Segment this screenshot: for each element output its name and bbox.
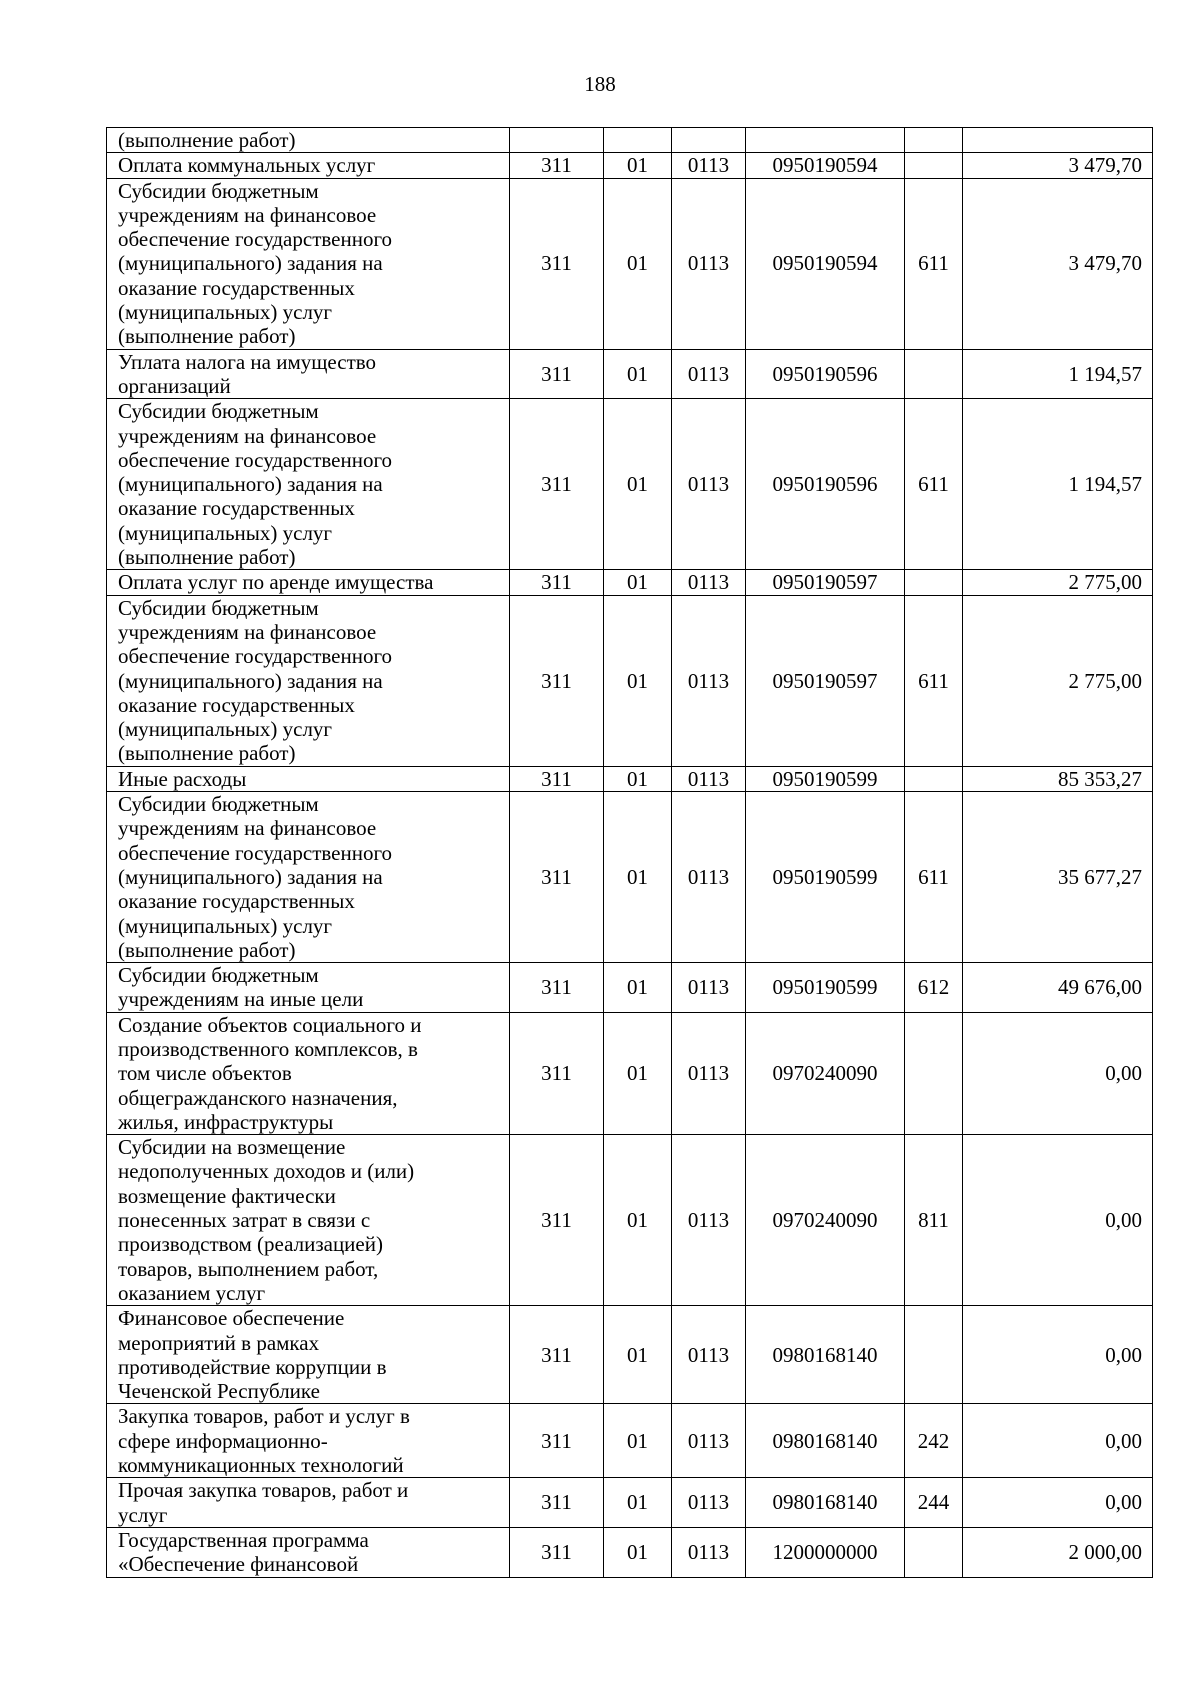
row-rz-cell: 01	[604, 399, 672, 570]
row-cs-cell: 1200000000	[746, 1527, 905, 1577]
page-number: 188	[584, 72, 616, 96]
row-amount-cell	[963, 128, 1153, 153]
row-amount-cell: 35 677,27	[963, 792, 1153, 963]
row-gr-cell: 311	[510, 1012, 604, 1134]
row-name-cell: Государственная программа «Обеспечение финансовой	[107, 1527, 510, 1577]
row-pr-cell: 0113	[672, 153, 746, 178]
row-amount-cell: 0,00	[963, 1135, 1153, 1306]
row-vr-cell: 811	[905, 1135, 963, 1306]
row-vr-cell	[905, 570, 963, 595]
row-gr-cell: 311	[510, 399, 604, 570]
row-rz-cell: 01	[604, 1478, 672, 1528]
row-cs-cell: 0970240090	[746, 1012, 905, 1134]
row-vr-cell: 611	[905, 178, 963, 349]
row-vr-cell	[905, 1012, 963, 1134]
row-rz-cell: 01	[604, 963, 672, 1013]
row-name-cell: Финансовое обеспечение мероприятий в рамках противодействие коррупции в Чеченской Республике	[107, 1306, 510, 1404]
row-gr-cell: 311	[510, 1135, 604, 1306]
row-name-cell: Иные расходы	[107, 766, 510, 791]
row-vr-cell: 611	[905, 595, 963, 766]
row-vr-cell: 611	[905, 399, 963, 570]
row-gr-cell: 311	[510, 570, 604, 595]
row-amount-cell: 0,00	[963, 1404, 1153, 1478]
table-row	[107, 1306, 1153, 1404]
row-vr-cell: 611	[905, 792, 963, 963]
row-rz-cell: 01	[604, 766, 672, 791]
row-rz-cell: 01	[604, 570, 672, 595]
row-rz-cell: 01	[604, 1527, 672, 1577]
row-pr-cell: 0113	[672, 399, 746, 570]
row-pr-cell: 0113	[672, 349, 746, 399]
row-rz-cell: 01	[604, 1306, 672, 1404]
row-pr-cell: 0113	[672, 1527, 746, 1577]
row-amount-cell: 0,00	[963, 1012, 1153, 1134]
row-gr-cell: 311	[510, 1306, 604, 1404]
row-gr-cell: 311	[510, 766, 604, 791]
table-row	[107, 153, 1153, 178]
row-cs-cell: 0950190597	[746, 595, 905, 766]
row-name-cell: Субсидии бюджетным учреждениям на финансовое обеспечение государственного (муниципального) задания на оказание государственных (муниципальных) услуг (выполнение работ)	[107, 178, 510, 349]
row-pr-cell: 0113	[672, 1404, 746, 1478]
row-amount-cell: 85 353,27	[963, 766, 1153, 791]
row-rz-cell: 01	[604, 349, 672, 399]
row-vr-cell	[905, 128, 963, 153]
table-row	[107, 1135, 1153, 1306]
row-vr-cell	[905, 349, 963, 399]
row-pr-cell	[672, 128, 746, 153]
row-rz-cell: 01	[604, 1012, 672, 1134]
row-cs-cell: 0950190594	[746, 153, 905, 178]
table-row	[107, 766, 1153, 791]
table-row	[107, 963, 1153, 1013]
row-amount-cell: 2 775,00	[963, 570, 1153, 595]
row-rz-cell: 01	[604, 1404, 672, 1478]
row-gr-cell: 311	[510, 1478, 604, 1528]
row-amount-cell: 0,00	[963, 1478, 1153, 1528]
row-name-cell: Субсидии бюджетным учреждениям на финансовое обеспечение государственного (муниципального) задания на оказание государственных (муниципальных) услуг (выполнение работ)	[107, 595, 510, 766]
row-name-cell: Закупка товаров, работ и услуг в сфере информационно- коммуникационных технологий	[107, 1404, 510, 1478]
row-gr-cell: 311	[510, 349, 604, 399]
budget-table-body	[107, 128, 1153, 1578]
row-gr-cell: 311	[510, 178, 604, 349]
row-cs-cell	[746, 128, 905, 153]
row-gr-cell: 311	[510, 595, 604, 766]
row-name-cell: Субсидии на возмещение недополученных доходов и (или) возмещение фактически понесенных затрат в связи с производством (реализацией) товаров, выполнением работ, оказанием услуг	[107, 1135, 510, 1306]
row-cs-cell: 0950190599	[746, 792, 905, 963]
row-rz-cell	[604, 128, 672, 153]
row-name-cell: Оплата коммунальных услуг	[107, 153, 510, 178]
row-name-cell: Оплата услуг по аренде имущества	[107, 570, 510, 595]
row-rz-cell: 01	[604, 178, 672, 349]
row-gr-cell	[510, 128, 604, 153]
row-name-cell: Создание объектов социального и производственного комплексов, в том числе объектов общегражданского назначения, жилья, инфраструктуры	[107, 1012, 510, 1134]
table-row	[107, 792, 1153, 963]
table-row	[107, 178, 1153, 349]
row-vr-cell: 612	[905, 963, 963, 1013]
row-vr-cell	[905, 153, 963, 178]
row-pr-cell: 0113	[672, 1012, 746, 1134]
row-cs-cell: 0980168140	[746, 1478, 905, 1528]
row-pr-cell: 0113	[672, 570, 746, 595]
row-vr-cell: 244	[905, 1478, 963, 1528]
row-amount-cell: 3 479,70	[963, 153, 1153, 178]
row-cs-cell: 0950190597	[746, 570, 905, 595]
table-row	[107, 570, 1153, 595]
row-cs-cell: 0950190596	[746, 399, 905, 570]
row-cs-cell: 0950190596	[746, 349, 905, 399]
row-pr-cell: 0113	[672, 595, 746, 766]
row-name-cell: Субсидии бюджетным учреждениям на иные цели	[107, 963, 510, 1013]
row-gr-cell: 311	[510, 792, 604, 963]
row-pr-cell: 0113	[672, 1478, 746, 1528]
table-row	[107, 1012, 1153, 1134]
row-amount-cell: 1 194,57	[963, 349, 1153, 399]
row-pr-cell: 0113	[672, 1135, 746, 1306]
row-name-cell: Уплата налога на имущество организаций	[107, 349, 510, 399]
row-rz-cell: 01	[604, 792, 672, 963]
table-row	[107, 1478, 1153, 1528]
row-gr-cell: 311	[510, 963, 604, 1013]
row-amount-cell: 3 479,70	[963, 178, 1153, 349]
row-amount-cell: 49 676,00	[963, 963, 1153, 1013]
row-rz-cell: 01	[604, 153, 672, 178]
table-row	[107, 349, 1153, 399]
row-vr-cell	[905, 1527, 963, 1577]
table-row	[107, 1404, 1153, 1478]
table-row	[107, 595, 1153, 766]
row-vr-cell	[905, 1306, 963, 1404]
row-cs-cell: 0950190594	[746, 178, 905, 349]
row-vr-cell	[905, 766, 963, 791]
row-rz-cell: 01	[604, 595, 672, 766]
row-name-cell: Субсидии бюджетным учреждениям на финансовое обеспечение государственного (муниципального) задания на оказание государственных (муниципальных) услуг (выполнение работ)	[107, 792, 510, 963]
row-cs-cell: 0980168140	[746, 1306, 905, 1404]
row-cs-cell: 0950190599	[746, 963, 905, 1013]
row-pr-cell: 0113	[672, 963, 746, 1013]
row-amount-cell: 0,00	[963, 1306, 1153, 1404]
row-cs-cell: 0980168140	[746, 1404, 905, 1478]
table-row	[107, 128, 1153, 153]
row-name-cell: (выполнение работ)	[107, 128, 510, 153]
budget-table	[106, 127, 1153, 1578]
table-row	[107, 1527, 1153, 1577]
row-pr-cell: 0113	[672, 1306, 746, 1404]
row-pr-cell: 0113	[672, 792, 746, 963]
row-name-cell: Субсидии бюджетным учреждениям на финансовое обеспечение государственного (муниципального) задания на оказание государственных (муниципальных) услуг (выполнение работ)	[107, 399, 510, 570]
row-rz-cell: 01	[604, 1135, 672, 1306]
row-pr-cell: 0113	[672, 766, 746, 791]
row-vr-cell: 242	[905, 1404, 963, 1478]
row-name-cell: Прочая закупка товаров, работ и услуг	[107, 1478, 510, 1528]
row-gr-cell: 311	[510, 153, 604, 178]
row-pr-cell: 0113	[672, 178, 746, 349]
row-gr-cell: 311	[510, 1527, 604, 1577]
row-cs-cell: 0950190599	[746, 766, 905, 791]
row-amount-cell: 1 194,57	[963, 399, 1153, 570]
row-amount-cell: 2 000,00	[963, 1527, 1153, 1577]
row-gr-cell: 311	[510, 1404, 604, 1478]
row-cs-cell: 0970240090	[746, 1135, 905, 1306]
table-row	[107, 399, 1153, 570]
row-amount-cell: 2 775,00	[963, 595, 1153, 766]
